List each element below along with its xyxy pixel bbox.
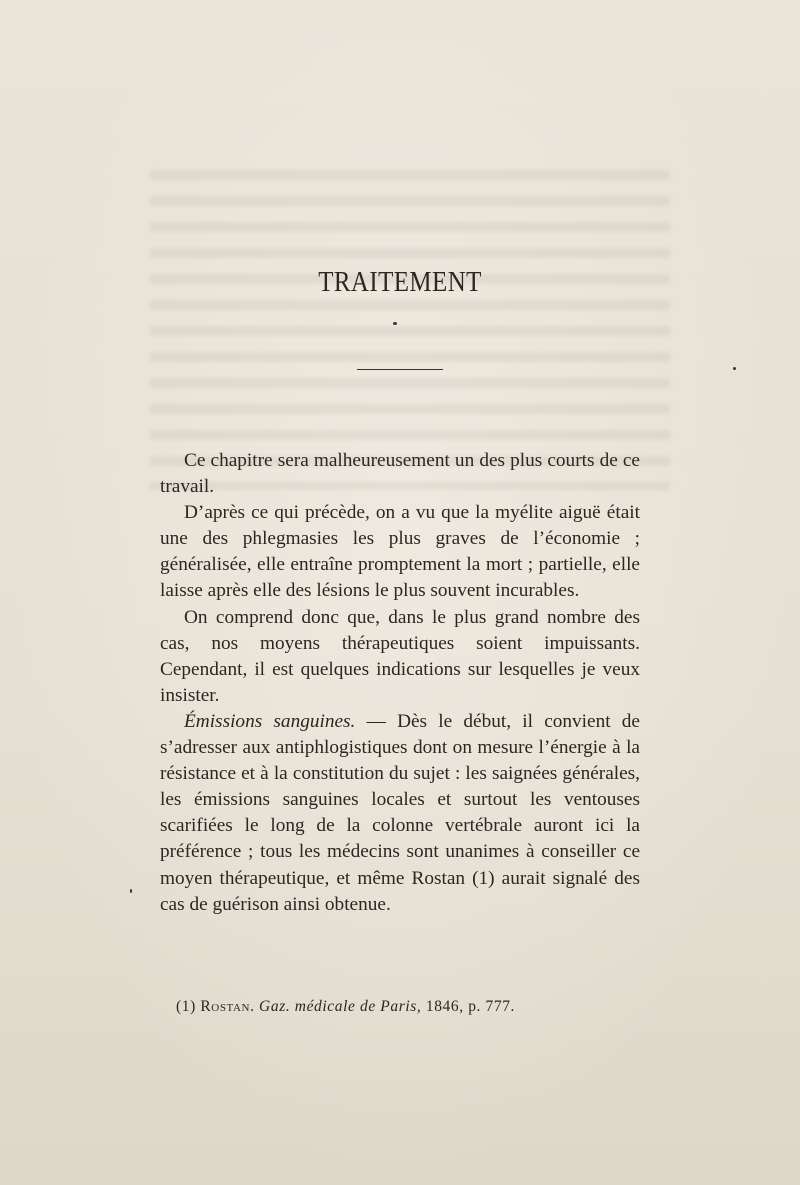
paragraph-4-lead: Émissions sanguines. xyxy=(184,710,356,732)
paragraph-4 xyxy=(160,709,640,918)
footnote-journal: Gaz. médicale de Paris, xyxy=(259,998,422,1015)
paragraph-1: Ce chapitre sera malheureusement un des plus courts de ce travail. xyxy=(160,450,640,498)
paper-speck xyxy=(733,367,736,370)
title-divider xyxy=(357,369,443,370)
chapter-title: TRAITEMENT xyxy=(318,266,482,298)
paragraph-2: D’après ce qui précède, on a vu que la myélite aiguë était une des phlegmasies les plus graves de l’économie ; généralisée, elle entraîne promptement la mort ; partielle, elle laisse après elle des lésions le plus souvent incurables. xyxy=(160,502,640,602)
bleed-through-text xyxy=(150,170,670,490)
footnote-details: 1846, p. 777. xyxy=(425,998,516,1015)
paragraph-4-text: — Dès le début, il convient de s’adresser aux antiphlogistiques dont on mesure l’énergie à la résistance et à la constitution du sujet : les saignées générales, les émissions sanguines locales et surtout les ventouses scarifiées le long de la colonne vertébrale auront ici la préférence ; tous les médecins sont unanimes à conseiller ce moyen thérapeutique, et même Rostan (1) aurait signalé des cas de guérison ainsi obtenue. xyxy=(160,710,640,915)
paper-speck xyxy=(130,889,132,893)
footnote xyxy=(176,998,515,1016)
paper-speck xyxy=(393,322,397,325)
paragraph-3: On comprend donc que, dans le plus grand nombre des cas, nos moyens thérapeutiques soient impuissants. Cependant, il est quelques indications sur lesquelles je veux insister. xyxy=(160,606,640,706)
footnote-marker: (1) xyxy=(176,998,196,1015)
body-text xyxy=(160,448,640,918)
footnote-author: Rostan. xyxy=(200,998,255,1015)
